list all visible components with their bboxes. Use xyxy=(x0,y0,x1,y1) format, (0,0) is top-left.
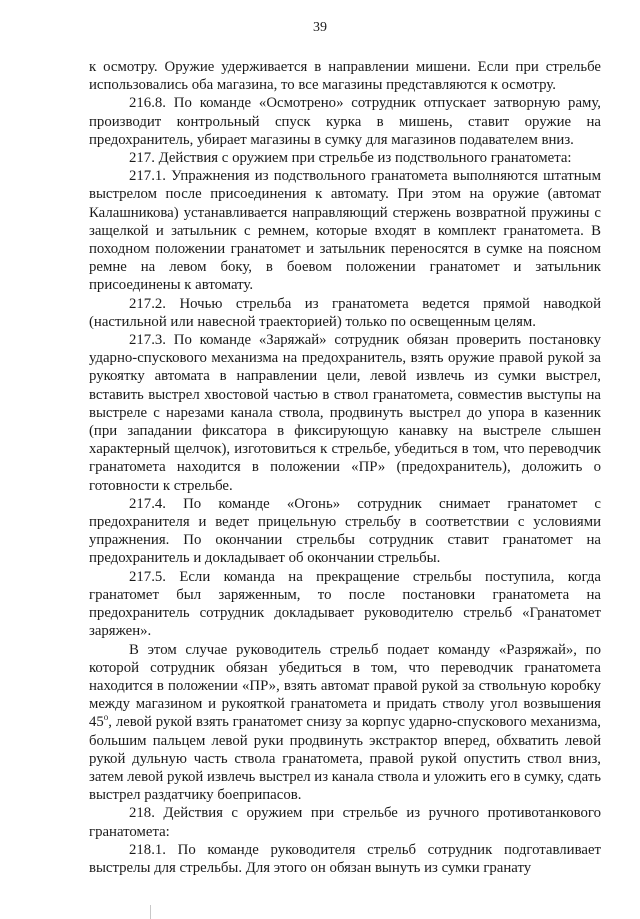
paragraph-217-2: 217.2. Ночью стрельба из гранатомета ведется прямой наводкой (настильной или навесной траекторией) только по освещенным целям. xyxy=(89,295,601,330)
paragraph-217-4: 217.4. По команде «Огонь» сотрудник снимает гранатомет с предохранителя и ведет прицельную стрельбу в соответствии с условиями упражнения. По окончании стрельбы сотрудник ставит гранатомет на предохранитель и докладывает об окончании стрельбы. xyxy=(89,495,601,567)
paragraph-216-8: 216.8. По команде «Осмотрено» сотрудник отпускает затворную раму, производит контрольный спуск курка в мишень, ставит оружие на предохранитель, убирает магазины в сумку для магазинов подавателем вниз. xyxy=(89,95,601,148)
degree-superscript: о xyxy=(103,712,109,723)
scan-edge-mark xyxy=(150,905,151,919)
page-body xyxy=(89,58,601,877)
paragraph-217-5: 217.5. Если команда на прекращение стрельбы поступила, когда гранатомет был заряженным, то после постановки гранатомета на предохранитель сотрудник докладывает руководителю стрельб «Гранатомет заряжен». xyxy=(89,568,601,640)
paragraph-217-1: 217.1. Упражнения из подствольного гранатомета выполняются штатным выстрелом после присоединения к автомату. При этом на оружие (автомат Калашникова) устанавливается направляющий стержень возвратной пружины с защелкой и затыльник с ремнем, которые входят в комплект гранатомета. В походном положении гранатомет и затыльник переносятся в сумке на поясном ремне на левом боку, в боевом положении гранатомет и затыльник присоединены к автомату. xyxy=(89,168,601,294)
page-number: 39 xyxy=(313,20,327,35)
paragraph-text: В этом случае руководитель стрельб подает команду «Разряжай», по которой сотрудник обязан убедиться в том, что переводчик гранатомета находится в положении «ПР», взять автомат правой рукой за ствольную коробку между магазином и рукояткой гранатомета и придать стволу угол возвышения 45 xyxy=(89,641,601,731)
paragraph-217-5-unload xyxy=(89,641,601,805)
paragraph-217-3: 217.3. По команде «Заряжай» сотрудник обязан проверить постановку ударно-спускового механизма на предохранитель, взять оружие правой рукой за рукоятку автомата в направлении цели, левой извлечь из сумки выстрел, вставить выстрел хвостовой частью в ствол гранатомета, совместив выступы на выстреле с нарезами канала ствола, продвинуть выстрел до упора в казенник (при западании фиксатора в фиксирующую канавку на выстреле слышен характерный щелчок), изготовиться к стрельбе, убедиться в том, что переводчик гранатомета находится в положении «ПР» (предохранитель), доложить о готовности к стрельбе. xyxy=(89,332,601,494)
paragraph-217: 217. Действия с оружием при стрельбе из подствольного гранатомета: xyxy=(129,150,572,167)
paragraph-text: , левой рукой взять гранатомет снизу за корпус ударно-спускового механизма, большим пальцем левой руки продвинуть экстрактор вперед, обхватить левой рукой дульную часть ствола гранатомета, правой рукой опустить ствол вниз, затем левой рукой извлечь выстрел из канала ствола и уложить его в сумку, сдать выстрел раздатчику боеприпасов. xyxy=(89,714,601,804)
paragraph-218: 218. Действия с оружием при стрельбе из ручного противотанкового гранатомета: xyxy=(89,805,601,840)
paragraph-218-1: 218.1. По команде руководителя стрельб сотрудник подготавливает выстрелы для стрельбы. Для этого он обязан вынуть из сумки гранату xyxy=(89,841,601,876)
paragraph-continuation: к осмотру. Оружие удерживается в направлении мишени. Если при стрельбе использовались оба магазина, то все магазины представляются к осмотру. xyxy=(89,59,601,94)
